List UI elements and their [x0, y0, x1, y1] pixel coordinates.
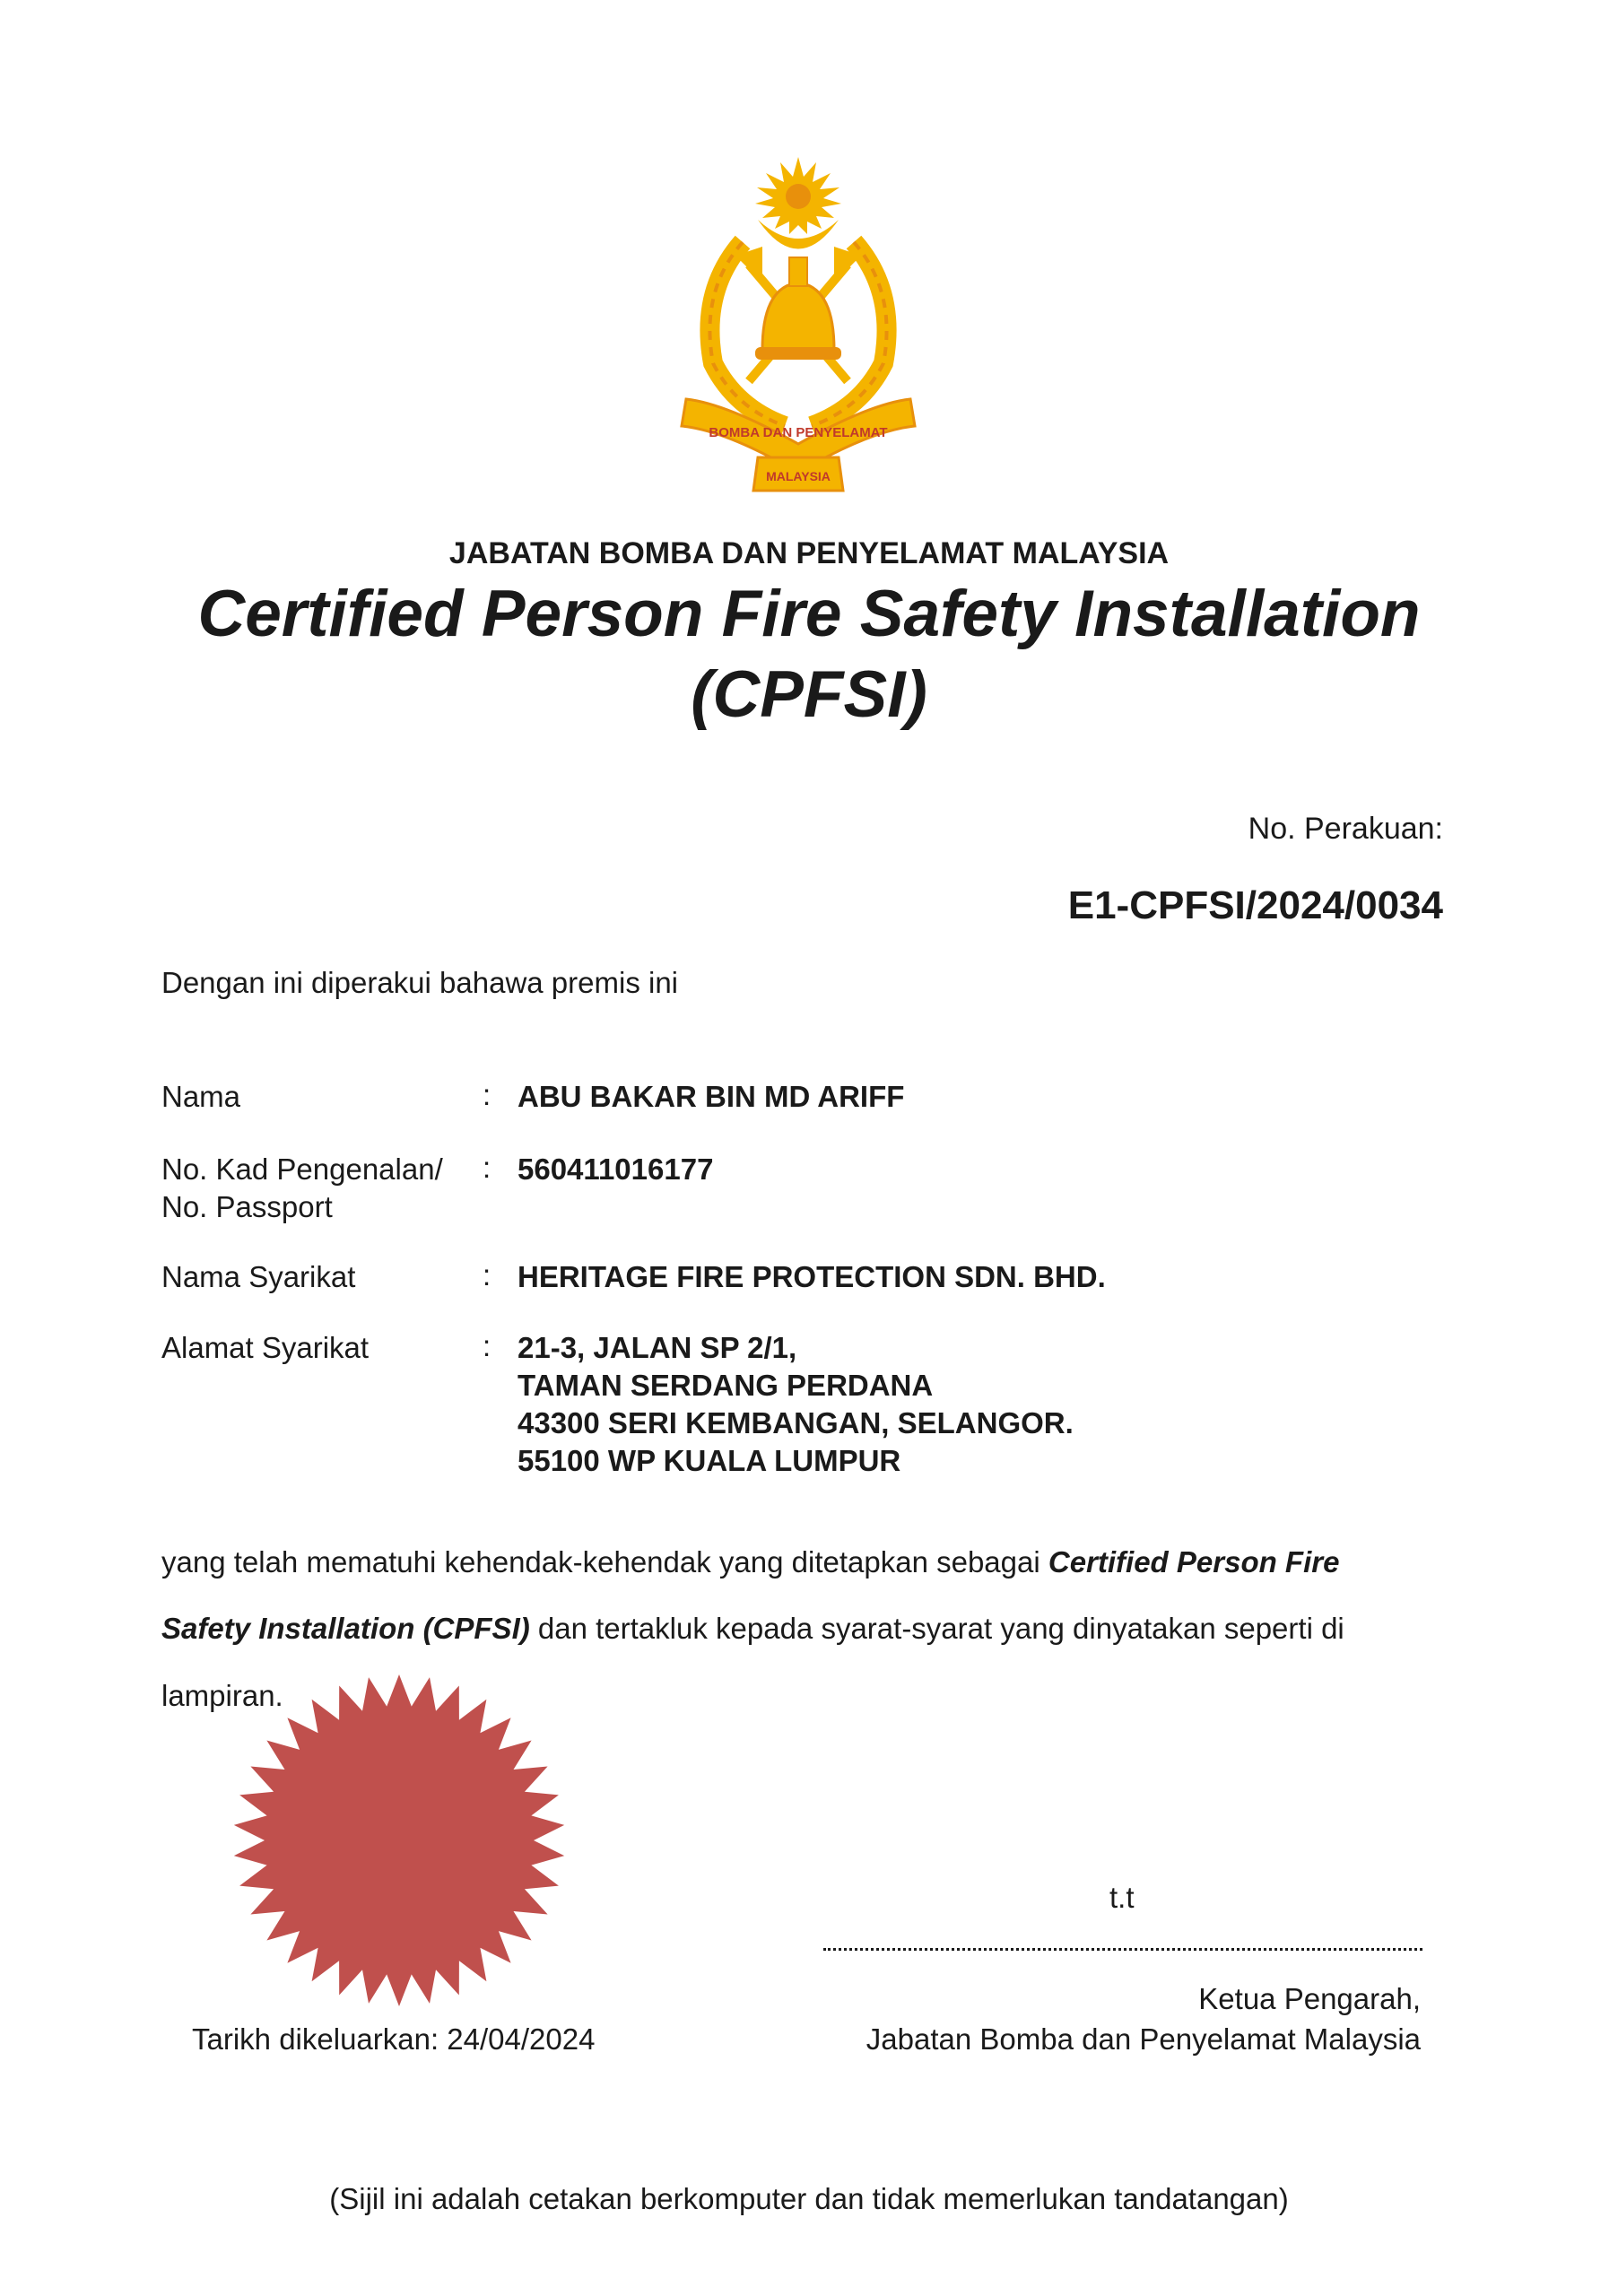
- id-value: 560411016177: [518, 1152, 714, 1186]
- department-title: JABATAN BOMBA DAN PENYELAMAT MALAYSIA: [448, 536, 1170, 570]
- company-colon: :: [483, 1258, 491, 1292]
- statement-line1-bold: Certified Person Fire: [1048, 1545, 1340, 1578]
- address-value: [518, 1329, 1074, 1480]
- ribbon-banner: [682, 399, 915, 491]
- issue-date: Tarikh dikeluarkan: 24/04/2024: [192, 2022, 596, 2056]
- helmet-icon: [755, 257, 841, 360]
- sun-icon: [755, 157, 841, 234]
- address-line: 21-3, JALAN SP 2/1,: [518, 1331, 797, 1364]
- address-line: 43300 SERI KEMBANGAN, SELANGOR.: [518, 1406, 1074, 1439]
- statement-line1: [161, 1545, 1471, 1579]
- name-label: Nama: [161, 1080, 241, 1113]
- id-colon: :: [483, 1151, 491, 1184]
- company-label: Nama Syarikat: [161, 1260, 356, 1293]
- intro-text: Dengan ini diperakui bahawa premis ini: [161, 966, 679, 999]
- certificate-title: [0, 574, 1618, 735]
- id-label-line2: No. Passport: [161, 1190, 333, 1223]
- ribbon-text-upper: BOMBA DAN PENYELAMAT: [709, 425, 888, 440]
- statement-line1-text: yang telah mematuhi kehendak-kehendak yang ditetapkan sebagai: [161, 1545, 1048, 1578]
- emblem-logo: [673, 157, 933, 502]
- signatory-department: Jabatan Bomba dan Penyelamat Malaysia: [866, 2022, 1421, 2056]
- certificate-title-line2: (CPFSI): [691, 658, 927, 731]
- id-label: [161, 1151, 443, 1226]
- statement-line2: [161, 1612, 1471, 1646]
- name-value: ABU BAKAR BIN MD ARIFF: [518, 1080, 905, 1113]
- address-line: 55100 WP KUALA LUMPUR: [518, 1444, 901, 1477]
- statement-line3: lampiran.: [161, 1679, 283, 1712]
- certificate-number-label: No. Perakuan:: [1248, 812, 1443, 846]
- name-colon: :: [483, 1078, 491, 1111]
- certificate-title-line1: Certified Person Fire Safety Installation: [197, 578, 1421, 650]
- address-colon: :: [483, 1329, 491, 1362]
- address-line: TAMAN SERDANG PERDANA: [518, 1369, 934, 1402]
- statement-line2-text: dan tertakluk kepada syarat-syarat yang dinyatakan seperti di: [529, 1612, 1344, 1645]
- statement-line2-bold: Safety Installation (CPFSI): [161, 1612, 530, 1645]
- signatory-role: Ketua Pengarah,: [1198, 1982, 1421, 2015]
- signature-line: [823, 1948, 1422, 1951]
- id-label-line1: No. Kad Pengenalan/: [161, 1152, 443, 1186]
- footnote: (Sijil ini adalah cetakan berkomputer dan tidak memerlukan tandatangan): [329, 2182, 1289, 2215]
- red-seal: [229, 1670, 570, 2011]
- company-value: HERITAGE FIRE PROTECTION SDN. BHD.: [518, 1260, 1106, 1293]
- address-label: Alamat Syarikat: [161, 1331, 370, 1364]
- seal-starburst: [234, 1674, 564, 2006]
- signature-tt: t.t: [1109, 1881, 1135, 1914]
- ribbon-text-lower: MALAYSIA: [766, 469, 831, 483]
- certificate-number: E1-CPFSI/2024/0034: [1067, 883, 1443, 927]
